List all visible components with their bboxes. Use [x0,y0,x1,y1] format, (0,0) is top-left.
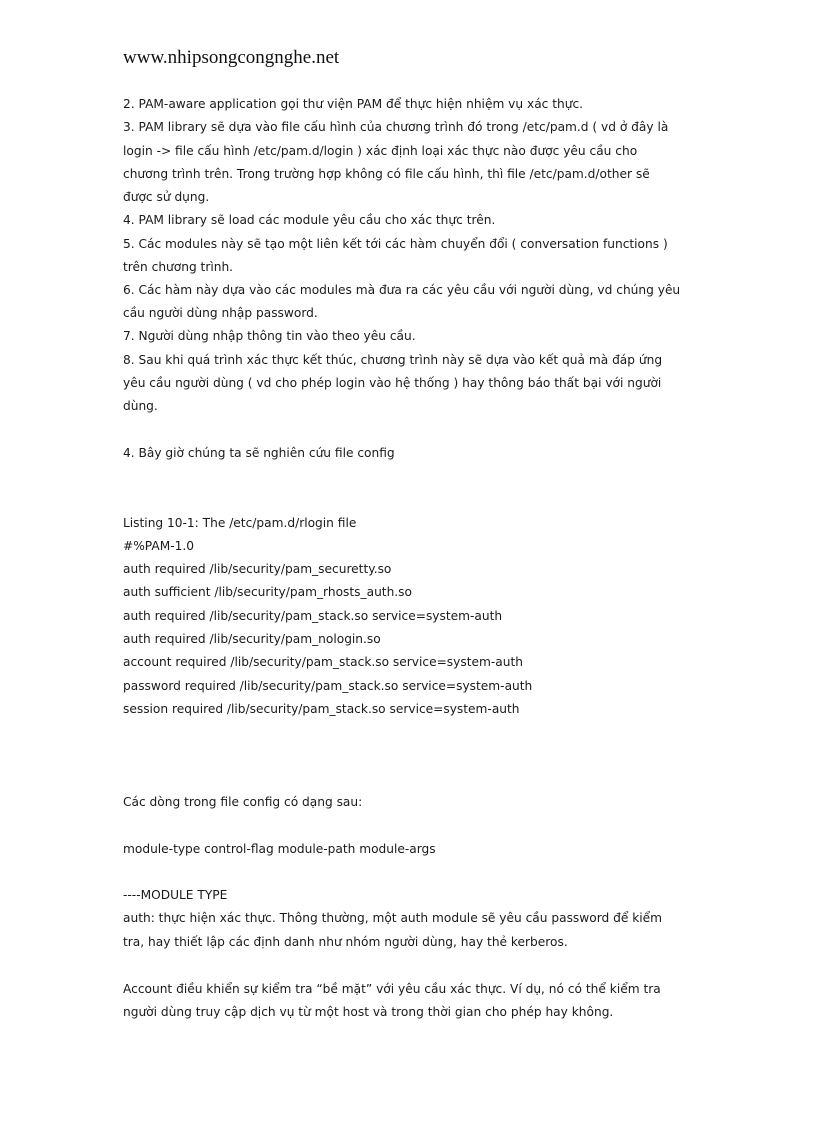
step-line: cầu người dùng nhập password. [123,306,318,320]
config-format: module-type control-flag module-path module-args [123,842,436,856]
auth-desc-line: tra, hay thiết lập các định danh như nhóm người dùng, hay thẻ kerberos. [123,935,568,949]
step-line: 5. Các modules này sẽ tạo một liên kết tới các hàm chuyển đổi ( conversation functions ) [123,237,668,251]
listing-line: auth required /lib/security/pam_nologin.so [123,632,381,646]
listing-line: auth required /lib/security/pam_securetty.so [123,562,392,576]
step-line: 8. Sau khi quá trình xác thực kết thúc, chương trình này sẽ dựa vào kết quả mà đáp ứng [123,353,663,367]
step-line: dùng. [123,399,158,413]
step-line: login -> file cấu hình /etc/pam.d/login ) xác định loại xác thực nào được yêu cầu cho [123,144,638,158]
listing-line: password required /lib/security/pam_stack.so service=system-auth [123,679,533,693]
account-desc-line: Account điều khiển sự kiểm tra “bề mặt” với yêu cầu xác thực. Ví dụ, nó có thể kiểm tra [123,982,661,996]
listing-line: session required /lib/security/pam_stack.so service=system-auth [123,702,520,716]
step-line: chương trình trên. Trong trường hợp không có file cấu hình, thì file /etc/pam.d/other sẽ [123,167,650,181]
module-type-heading: ----MODULE TYPE [123,888,228,902]
section-heading: 4. Bây giờ chúng ta sẽ nghiên cứu file config [123,446,395,460]
listing-line: auth required /lib/security/pam_stack.so service=system-auth [123,609,503,623]
step-line: 2. PAM-aware application gọi thư viện PAM để thực hiện nhiệm vụ xác thực. [123,97,584,111]
auth-desc-line: auth: thực hiện xác thực. Thông thường, một auth module sẽ yêu cầu password để kiểm [123,911,663,925]
account-desc-line: người dùng truy cập dịch vụ từ một host và trong thời gian cho phép hay không. [123,1005,614,1019]
step-line: trên chương trình. [123,260,234,274]
listing-line: auth sufficient /lib/security/pam_rhosts_auth.so [123,585,412,599]
listing-line: #%PAM-1.0 [123,539,194,553]
step-line: 7. Người dùng nhập thông tin vào theo yêu cầu. [123,329,416,343]
step-line: được sử dụng. [123,190,210,204]
site-header: www.nhipsongcongnghe.net [123,47,340,68]
listing-caption: Listing 10-1: The /etc/pam.d/rlogin file [123,516,357,530]
step-line: 3. PAM library sẽ dựa vào file cấu hình của chương trình đó trong /etc/pam.d ( vd ở đây là [123,120,669,134]
step-line: 6. Các hàm này dựa vào các modules mà đưa ra các yêu cầu với người dùng, vd chúng yêu [123,283,681,297]
config-intro: Các dòng trong file config có dạng sau: [123,795,363,809]
step-line: yêu cầu người dùng ( vd cho phép login vào hệ thống ) hay thông báo thất bại với người [123,376,662,390]
listing-line: account required /lib/security/pam_stack.so service=system-auth [123,655,523,669]
step-line: 4. PAM library sẽ load các module yêu cầu cho xác thực trên. [123,213,496,227]
